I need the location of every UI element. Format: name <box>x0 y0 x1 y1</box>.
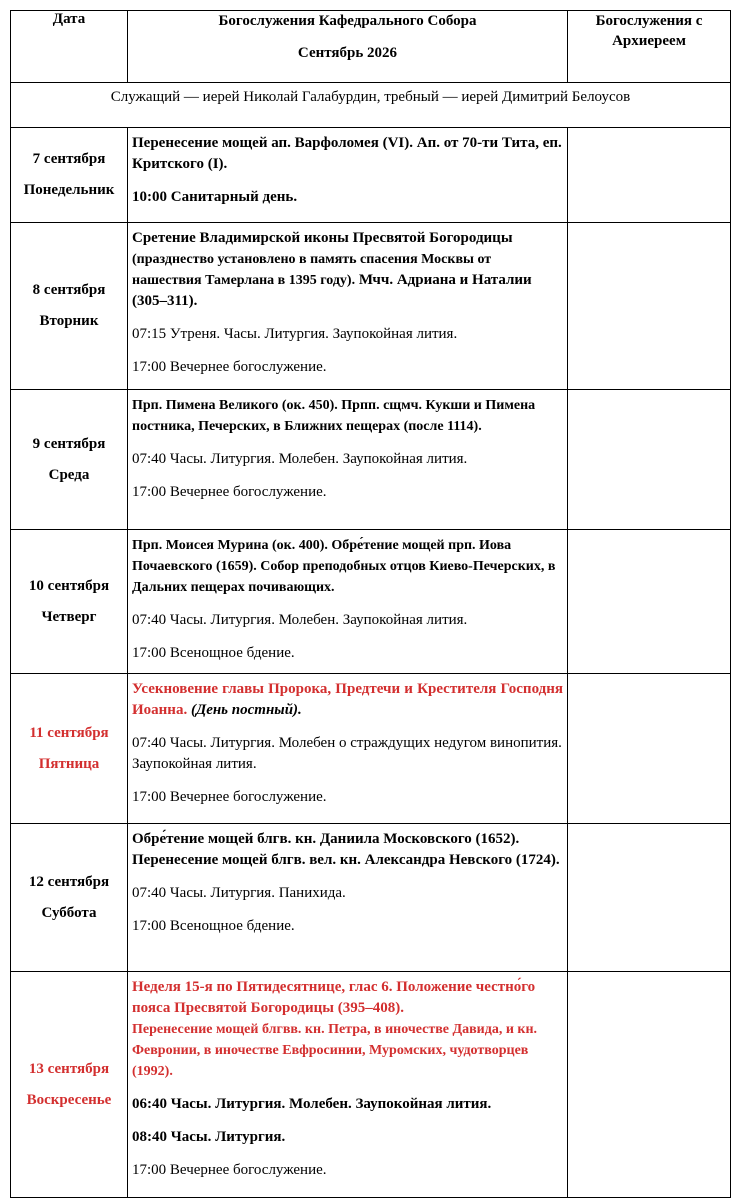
service-line: 17:00 Всенощное бдение. <box>132 918 295 934</box>
main-subtitle: Сентябрь 2026 <box>297 45 398 61</box>
clergy-text: Служащий — иерей Николай Галабурдин, требный — иерей Димитрий Белоусов <box>11 83 731 128</box>
archpriest-cell <box>568 128 731 223</box>
services-cell <box>128 223 568 390</box>
day-row <box>11 674 731 824</box>
header-row <box>11 11 731 83</box>
services-cell <box>128 530 568 674</box>
service-line: 17:00 Всенощное бдение. <box>132 645 295 661</box>
service-line: 17:00 Вечернее богослужение. <box>132 1162 327 1178</box>
archpriest-cell <box>568 824 731 972</box>
services-cell <box>128 674 568 824</box>
services-cell <box>128 128 568 223</box>
services-cell <box>128 390 568 530</box>
archpriest-cell <box>568 674 731 824</box>
service-line: 08:40 Часы. Литургия. <box>132 1129 286 1145</box>
day-row <box>11 128 731 223</box>
service-line: 17:00 Вечернее богослужение. <box>132 484 327 500</box>
archpriest-cell <box>568 223 731 390</box>
service-line: 10:00 Санитарный день. <box>132 189 298 205</box>
feast-text: Неделя 15-я по Пятидесятнице, глас 6. Положение честно́го пояса Пресвятой Богородицы (395–408). <box>132 979 536 1016</box>
archpriest-cell <box>568 972 731 1198</box>
service-line: 17:00 Вечернее богослужение. <box>132 359 327 375</box>
main-title: Богослужения Кафедрального Собора <box>218 13 477 29</box>
date-cell: 8 сентября Вторник <box>11 223 128 390</box>
feast-text: Обре́тение мощей блгв. кн. Даниила Московского (1652). Перенесение мощей блгв. вел. кн. Александра Невского (1724). <box>132 831 560 868</box>
day-row <box>11 530 731 674</box>
services-cell <box>128 824 568 972</box>
archpriest-cell <box>568 530 731 674</box>
day-row <box>11 223 731 390</box>
feast-text: Усекновение главы Пророка, Предтечи и Крестителя Господня Иоанна. (День постный). <box>132 681 563 718</box>
service-line: 07:40 Часы. Литургия. Молебен. Заупокойная лития. <box>132 451 468 467</box>
date-cell: 11 сентября Пятница <box>11 674 128 824</box>
archpriest-column-header: Богослужения с Архиереем <box>568 11 731 83</box>
clergy-row <box>11 83 731 128</box>
feast-text: Перенесение мощей ап. Варфоломея (VI). Ап. от 70-ти Тита, еп. Критского (I). <box>132 135 562 172</box>
day-row <box>11 972 731 1198</box>
date-cell: 10 сентября Четверг <box>11 530 128 674</box>
service-line: 07:15 Утреня. Часы. Литургия. Заупокойная лития. <box>132 326 458 342</box>
archpriest-cell <box>568 390 731 530</box>
date-cell: 12 сентября Суббота <box>11 824 128 972</box>
service-line: 06:40 Часы. Литургия. Молебен. Заупокойная лития. <box>132 1096 492 1112</box>
date-cell: 7 сентября Понедельник <box>11 128 128 223</box>
service-line: 07:40 Часы. Литургия. Молебен. Заупокойная лития. <box>132 612 468 628</box>
day-row <box>11 390 731 530</box>
day-row <box>11 824 731 972</box>
feast-text: Прп. Моисея Мурина (ок. 400). Обре́тение мощей прп. Иова Почаевского (1659). Собор преподобных отцов Киево-Печерских, в Дальних пещерах почивающих. <box>132 538 556 595</box>
service-line: 17:00 Вечернее богослужение. <box>132 789 327 805</box>
feast-text-secondary: Перенесение мощей блгвв. кн. Петра, в иночестве Давида, и кн. Февронии, в иночестве Евфросинии, Муромских, чудотворцев (1992). <box>132 1022 538 1079</box>
schedule-table <box>10 10 731 1198</box>
services-cell <box>128 972 568 1198</box>
service-line: 07:40 Часы. Литургия. Молебен о страждущих недугом винопития. Заупокойная лития. <box>132 735 562 772</box>
service-line: 07:40 Часы. Литургия. Панихида. <box>132 885 346 901</box>
cathedral-title-header <box>128 11 568 83</box>
feast-text: Прп. Пимена Великого (ок. 450). Прпп. сщмч. Кукши и Пимена постника, Печерских, в Ближних пещерах (после 1114). <box>132 398 536 434</box>
date-column-header: Дата <box>11 11 128 83</box>
feast-text: Сретение Владимирской иконы Пресвятой Богородицы (празднество установлено в память спасения Москвы от нашествия Тамерлана в 1395 году). Мчч. Адриана и Наталии (305–311). <box>132 230 532 309</box>
date-cell: 9 сентября Среда <box>11 390 128 530</box>
date-cell: 13 сентября Воскресенье <box>11 972 128 1198</box>
